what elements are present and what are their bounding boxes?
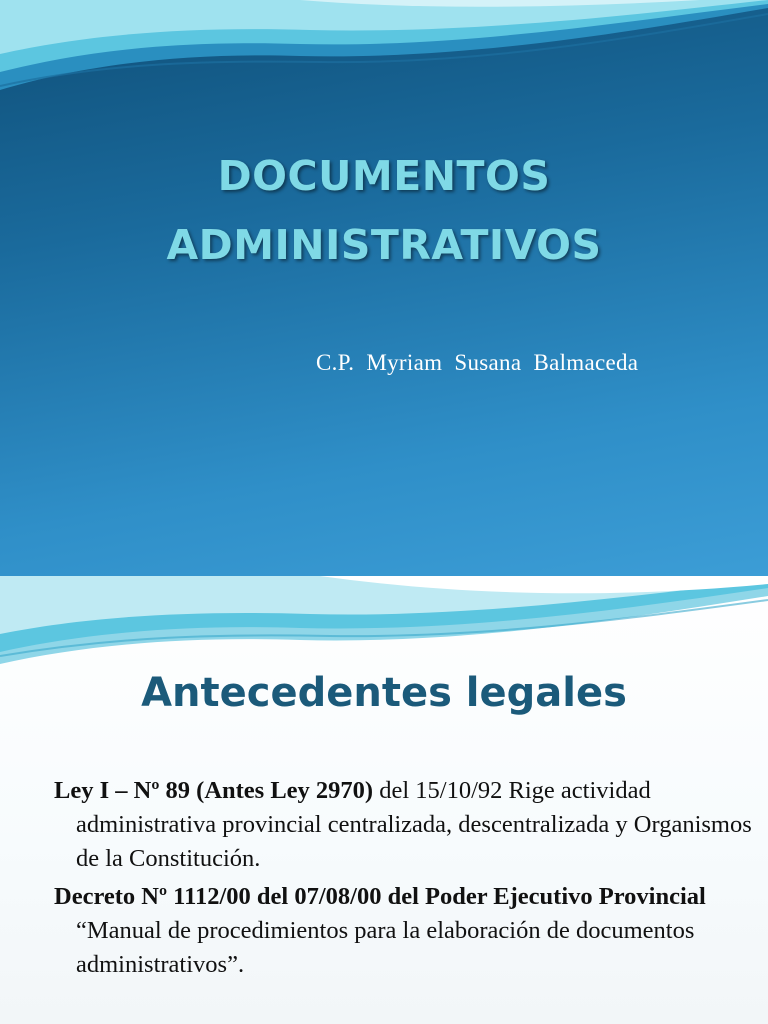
slide-title-line-2: ADMINISTRATIVOS <box>166 221 602 269</box>
law-reference: Ley I – Nº 89 (Antes Ley 2970) <box>54 777 374 804</box>
slide-title-line-1: DOCUMENTOS <box>217 152 551 200</box>
decree-reference: Decreto Nº 1112/00 del 07/08/00 del Poder Ejecutivo Provincial <box>54 883 706 910</box>
decorative-waves-top <box>0 0 768 110</box>
decorative-waves-top <box>0 576 768 666</box>
law-description: del 15/10/92 Rige actividad administrativa provincial centralizada, descentralizada y Organismos de la Constitución. <box>76 777 752 872</box>
legal-item-decree <box>54 880 756 982</box>
legal-item-law <box>54 774 756 876</box>
decree-description: “Manual de procedimientos para la elaboración de documentos administrativos”. <box>76 917 695 978</box>
author-subtitle: C.P. Myriam Susana Balmaceda <box>316 350 639 375</box>
slide-heading: Antecedentes legales <box>141 670 627 716</box>
content-slide <box>0 576 768 1024</box>
